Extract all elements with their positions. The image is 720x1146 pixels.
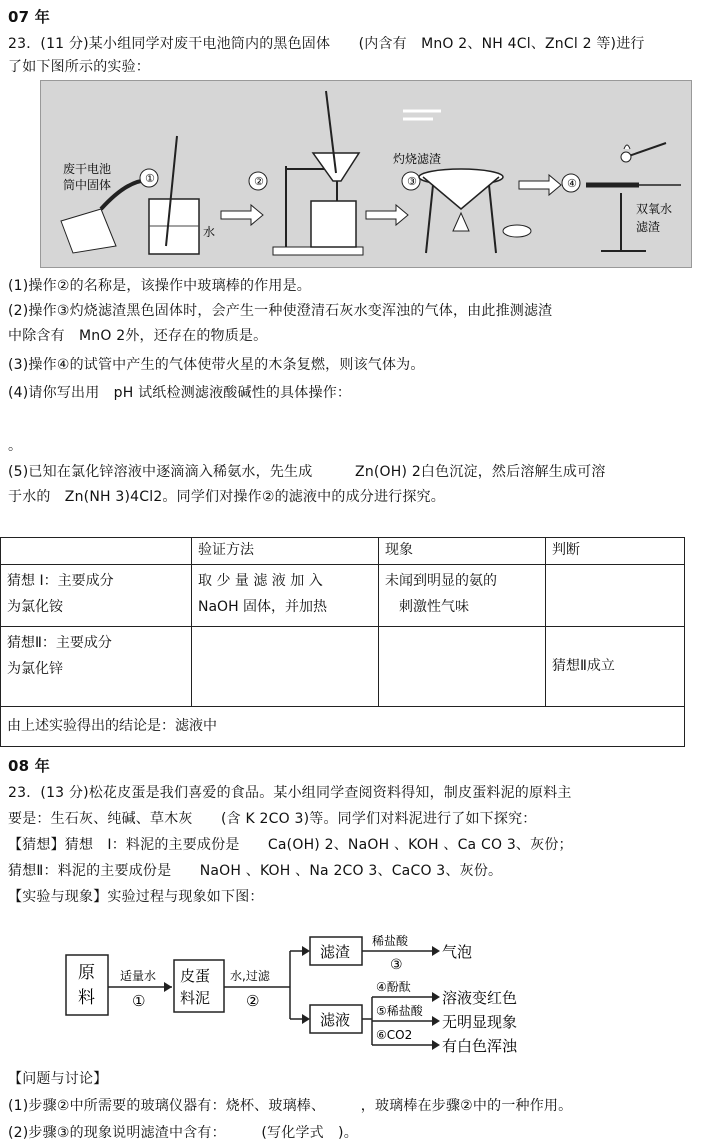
year-08: 08 年 [8, 757, 50, 775]
guess-2-cell [1, 627, 192, 707]
label-source-2: 筒中固体 [63, 178, 112, 192]
label-h2o2-1: 双氧水 [636, 202, 673, 216]
b6-result: 有白色浑浊 [442, 1037, 518, 1055]
step-mark-3: ③ [407, 175, 417, 188]
label-source-1: 废干电池 [63, 162, 112, 176]
guess-2-line1: 猜想Ⅱ：主要成分 [7, 635, 112, 651]
judgement-2-cell: 猜想Ⅱ成立 [546, 627, 685, 707]
b4-label: ④酚酞 [376, 980, 411, 994]
judgement-1-cell [546, 565, 685, 627]
label-burn: 灼烧滤渣 [393, 152, 442, 166]
method-2-cell [192, 627, 379, 707]
guess-2-line2: 为氯化锌 [7, 661, 63, 677]
phenomenon-1-line1: 未闻到明显的氨的 [385, 573, 497, 589]
step1-mark: ① [132, 992, 146, 1010]
b5-result: 无明显现象 [442, 1013, 518, 1031]
r3-label: 稀盐酸 [372, 934, 409, 948]
phenomenon-1-line2: 刺激性气味 [399, 599, 469, 615]
step1-label: 适量水 [120, 969, 157, 983]
item-2-cont: 中除含有 MnO 2外，还存在的物质是。 [8, 328, 268, 344]
flow-diagram [60, 915, 620, 1060]
inquiry-table [0, 537, 685, 747]
header-method: 验证方法 [192, 538, 379, 565]
question-23-07-line1: 23．(11 分)某小组同学对废干电池筒内的黑色固体 (内含有 MnO 2、NH 4Cl、ZnCl 2 等)进行 [8, 36, 645, 52]
header-cell-0 [1, 538, 192, 565]
experiment-illustration [41, 81, 691, 267]
item-5: (5)已知在氯化锌溶液中逐滴滴入稀氨水，先生成 Zn(OH) 2白色沉淀，然后溶解生成可溶 [8, 464, 606, 480]
table-header-row [1, 538, 685, 565]
discussion-q1: (1)步骤②中所需要的玻璃仪器有：烧杯、玻璃棒、 ，玻璃棒在步骤②中的一种作用。 [8, 1098, 573, 1114]
item-1: (1)操作②的名称是，该操作中玻璃棒的作用是。 [8, 278, 311, 294]
item-2: (2)操作③灼烧滤渣黑色固体时，会产生一种使澄清石灰水变浑浊的气体，由此推测滤渣 [8, 303, 553, 319]
guess-line-2: 猜想Ⅱ：料泥的主要成份是 NaOH 、KOH 、Na 2CO 3、CaCO 3、灰份。 [8, 863, 503, 879]
header-phenomenon: 现象 [379, 538, 546, 565]
box-mud-1: 皮蛋 [180, 967, 211, 985]
year-07: 07 年 [8, 8, 50, 26]
question-23-07-line2: 了如下图所示的实验： [8, 59, 150, 75]
guess-1-cell [1, 565, 192, 627]
box-raw-2: 料 [78, 988, 95, 1008]
box-mud-2: 料泥 [180, 989, 211, 1007]
guess-1-line1: 猜想 Ⅰ：主要成分 [7, 573, 114, 589]
discussion-q2: (2)步骤③的现象说明滤渣中含有： (写化学式 )。 [8, 1125, 358, 1141]
box-residue: 滤渣 [320, 943, 351, 961]
table-row [1, 627, 685, 707]
r3-mark: ③ [390, 957, 403, 973]
conclusion-cell: 由上述实验得出的结论是：滤液中 [1, 707, 685, 747]
phenomenon-1-cell [379, 565, 546, 627]
label-h2o2-2: 滤渣 [636, 220, 661, 234]
question-23-08-line2: 要是：生石灰、纯碱、草木灰 (含 K 2CO 3)等。同学们对料泥进行了如下探究： [8, 811, 537, 827]
step-mark-2: ② [254, 175, 264, 188]
item-4-end: 。 [8, 438, 23, 454]
box-raw-1: 原 [78, 963, 95, 983]
b6-label: ⑥CO2 [376, 1028, 413, 1042]
question-23-08-line1: 23．(13 分)松花皮蛋是我们喜爱的食品。某小组同学查阅资料得知，制皮蛋料泥的原料主 [8, 785, 572, 801]
item-4: (4)请你写出用 pH 试纸检测滤液酸碱性的具体操作： [8, 385, 352, 401]
item-3: (3)操作④的试管中产生的气体使带火星的木条复燃，则该气体为。 [8, 357, 425, 373]
box-filtrate: 滤液 [320, 1011, 351, 1029]
label-water: 水 [203, 225, 216, 239]
r3-result: 气泡 [442, 943, 473, 961]
guess-line-1: 【猜想】猜想 Ⅰ：料泥的主要成份是 Ca(OH) 2、NaOH 、KOH 、Ca CO 3、灰份； [8, 837, 573, 853]
method-1-line1: 取 少 量 滤 液 加 入 [198, 573, 323, 589]
b5-label: ⑤稀盐酸 [376, 1004, 423, 1018]
table-row [1, 565, 685, 627]
step-mark-4: ④ [567, 177, 577, 190]
method-1-line2: NaOH 固体，并加热 [198, 599, 328, 615]
method-1-cell [192, 565, 379, 627]
item-5-cont: 于水的 Zn(NH 3)4Cl2。同学们对操作②的滤液中的成分进行探究。 [8, 489, 445, 505]
step2-mark: ② [246, 992, 260, 1010]
flow-chart [60, 915, 620, 1060]
step-mark-1: ① [145, 172, 155, 185]
header-judgement: 判断 [546, 538, 685, 565]
phenomenon-2-cell [379, 627, 546, 707]
experiment-figure [40, 80, 692, 268]
b4-result: 溶液变红色 [442, 989, 518, 1007]
guess-1-line2: 为氯化铵 [7, 599, 63, 615]
step2-label: 水,过滤 [230, 969, 270, 983]
experiment-heading: 【实验与现象】实验过程与现象如下图： [8, 889, 264, 905]
discussion-title: 【问题与讨论】 [8, 1071, 108, 1087]
conclusion-row [1, 707, 685, 747]
